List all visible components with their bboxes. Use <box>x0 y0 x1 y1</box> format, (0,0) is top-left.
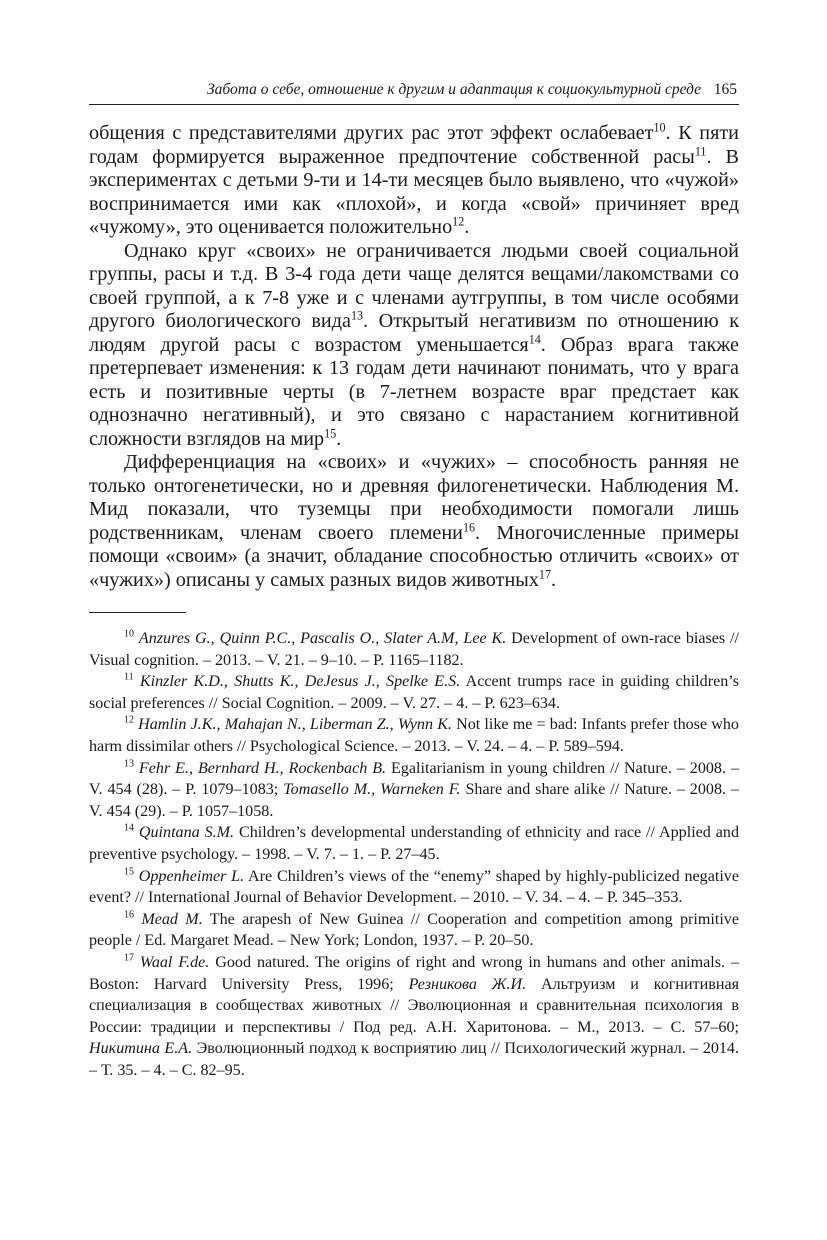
text-run: Not like me = bad: Infants prefer those who harm dissimilar others // Psychological Science. – 2013. – V. 24. – 4. – P. 589–594. <box>89 716 739 755</box>
book-page <box>89 0 739 1240</box>
footnote <box>89 628 739 671</box>
paragraph <box>89 240 739 452</box>
text-run: Development of own-race biases // Visual cognition. – 2013. – V. 21. – 9–10. – P. 1165–1182. <box>89 630 739 669</box>
text-run: . Многочисленные примеры помощи «своим» (а значит, обладание способностью отличить «своих» от «чужих») описаны у самых разных видов животных <box>89 521 739 591</box>
author-names: Никитина Е.А. <box>89 1040 193 1058</box>
footnote-number: 11 <box>124 671 134 683</box>
author-names: Mead M. <box>141 910 203 928</box>
text-run: Однако круг «своих» не ограничивается людьми своей социальной группы, расы и т.д. В 3-4 года дети чаще делятся вещами/лакомствами со своей группой, а к 7-8 уже и с членами аутгруппы, в том числе особями другого биологического вида <box>89 239 739 332</box>
footnote-number: 10 <box>124 628 134 640</box>
footnote-ref: 13 <box>350 308 364 323</box>
author-names: Quintana S.M. <box>138 824 235 842</box>
author-names: Anzures G., Quinn P.C., Pascalis O., Slater A.M, Lee K. <box>138 630 507 647</box>
footnote-ref: 12 <box>452 214 465 229</box>
footnote-ref: 15 <box>324 425 337 440</box>
author-names: Резникова Ж.И. <box>408 975 527 993</box>
text-run: Альтруизм и когнитивная специализация в сообществах животных // Эволюционная и сравнительная психология в России: традиции и перспективы / Под ред. А.Н. Харитонова. – М., 2013. – С. 57–60; <box>89 975 739 1036</box>
text-run: Accent trumps race in guiding children’s social preferences // Social Cognition. – 2009. – V. 27. – 4. – P. 623–634. <box>89 673 739 712</box>
author-names: Tomasello M., Warneken F. <box>283 781 461 799</box>
footnote <box>89 822 739 865</box>
page-header <box>89 80 739 105</box>
footnote-number: 17 <box>124 952 134 964</box>
running-title: Забота о себе, отношение к другим и адаптация к социокультурной среде <box>207 81 701 98</box>
footnote-ref: 10 <box>653 120 666 135</box>
text-run: Дифференциация на «своих» и «чужих» – способность ранняя не только онтогенетически, но и древняя филогенетически. Наблюдения М. Мид показали, что туземцы при необходимости помогали лишь родственникам, членам своего племени <box>89 451 739 544</box>
text-run: . <box>464 216 470 238</box>
author-names: Fehr E., Bernhard H., Rockenbach B. <box>138 759 387 777</box>
author-names: Waal F.de. <box>139 953 210 971</box>
text-run: Good natured. The origins of right and wrong in humans and other animals. – Boston: Harvard University Press, 1996; <box>89 953 739 993</box>
footnote <box>89 714 739 757</box>
main-text <box>89 122 739 592</box>
text-run: Children’s developmental understanding of ethnicity and race // Applied and preventive psychology. – 1998. – V. 7. – 1. – P. 27–45. <box>89 824 740 863</box>
footnote <box>89 952 739 1082</box>
footnote-ref: 16 <box>462 519 476 534</box>
footnote-separator <box>89 612 186 613</box>
paragraph <box>89 451 739 592</box>
text-run: Share and share alike // Nature. – 2008. – V. 454 (29). – P. 1057–1058. <box>89 781 739 820</box>
footnote-number: 15 <box>124 866 134 878</box>
footnote-number: 14 <box>124 822 134 834</box>
text-run: The arapesh of New Guinea // Cooperation and competition among primitive people / Ed. Margaret Mead. – New York; London, 1937. – P. 20–50. <box>89 910 739 950</box>
footnote-ref: 11 <box>694 143 707 158</box>
page-number: 165 <box>713 81 737 98</box>
footnote-number: 16 <box>124 909 134 921</box>
text-run: общения с представителями других рас этот эффект ослабевает <box>89 122 654 144</box>
text-run: . <box>336 427 342 450</box>
author-names: Kinzler K.D., Shutts K., DeJesus J., Spelke E.S. <box>139 673 461 691</box>
footnotes <box>89 628 739 1081</box>
footnote-number: 13 <box>124 758 134 770</box>
text-run: Are Children’s views of the “enemy” shaped by highly-publicized negative event? // International Journal of Behavior Development. – 2010. – V. 34. – 4. – P. 345–353. <box>89 867 739 907</box>
author-names: Oppenheimer L. <box>138 867 245 885</box>
footnote <box>89 909 739 952</box>
text-run: . <box>551 568 557 591</box>
footnote <box>89 671 739 714</box>
text-run: . К пяти годам формируется выраженное предпочтение собственной расы <box>89 122 739 168</box>
text-run: . Открытый негативизм по отношению к людям другой расы с возрастом уменьшается <box>89 310 739 356</box>
footnote <box>89 758 739 823</box>
text-run: Egalitarianism in young children // Nature. – 2008. – V. 454 (28). – P. 1079–1083; <box>89 759 739 799</box>
author-names: Hamlin J.K., Mahajan N., Liberman Z., Wynn K. <box>138 716 452 734</box>
text-run: . В экспериментах с детьми 9-ти и 14-ти месяцев было выявлено, что «чужой» воспринимается ими как «плохой», и когда «свой» причиняет вред «чужому», это оценивается положительно <box>89 145 740 238</box>
paragraph <box>89 122 739 240</box>
text-run: . Образ врага также претерпевает изменения: к 13 годам дети начинают понимать, что у врага есть и позитивные черты (в 7-летнем возрасте враг предстает как однозначно негативный), и это связано с нарастанием когнитивной сложности взглядов на мир <box>89 333 739 450</box>
footnote-ref: 17 <box>538 566 552 581</box>
text-run: Эволюционный подход к восприятию лиц // Психологический журнал. – 2014. – Т. 35. – 4. – С. 82–95. <box>89 1040 739 1079</box>
footnote-number: 12 <box>124 715 134 727</box>
footnote <box>89 866 739 909</box>
footnote-ref: 14 <box>528 331 541 346</box>
